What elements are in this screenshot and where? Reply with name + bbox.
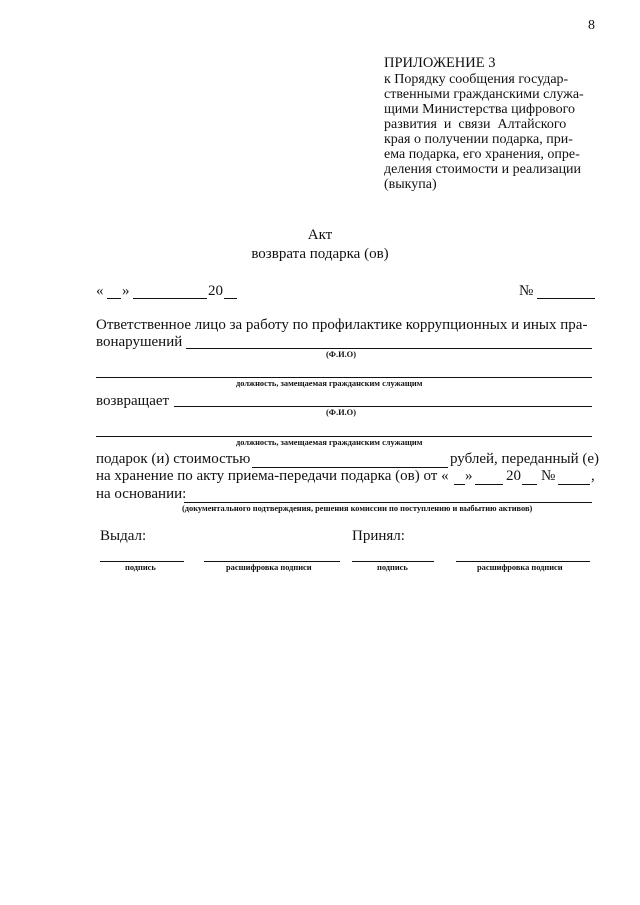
appendix-line: ственными гражданскими служа-: [384, 87, 584, 102]
date-quote-close: »: [122, 283, 130, 299]
gift-basis-caption: (документального подтверждения, решения комиссии по поступлению и выбытию активов): [182, 504, 533, 513]
appendix-line: к Порядку сообщения государ-: [384, 72, 569, 87]
act-number-sign: №: [519, 283, 534, 299]
received-label: Принял:: [352, 528, 405, 544]
date-quote-open: «: [96, 283, 104, 299]
appendix-line: (выкупа): [384, 177, 437, 192]
gift-act-number-field[interactable]: [558, 484, 590, 485]
received-signature-caption: подпись: [377, 563, 408, 572]
issued-decode-caption: расшифровка подписи: [226, 563, 312, 572]
returns-position-caption: должность, замещаемая гражданским служащим: [236, 438, 423, 447]
gift-line3-prefix: на основании:: [96, 486, 187, 502]
date-month-field[interactable]: [133, 298, 207, 299]
appendix-line: щими Министерства цифрового: [384, 102, 576, 117]
gift-line1-prefix: подарок (и) стоимостью: [96, 451, 251, 467]
date-year-prefix: 20: [208, 283, 223, 299]
appendix-title: ПРИЛОЖЕНИЕ 3: [384, 55, 496, 71]
returns-position-field[interactable]: [96, 436, 592, 437]
appendix-line: деления стоимости и реализации: [384, 162, 582, 177]
date-day-field[interactable]: [107, 298, 121, 299]
gift-line2-number: №: [541, 468, 556, 484]
gift-act-day-field[interactable]: [454, 484, 465, 485]
received-signature-field[interactable]: [352, 561, 434, 562]
gift-act-month-field[interactable]: [475, 484, 503, 485]
returns-fio-caption: (Ф.И.О): [326, 408, 356, 417]
gift-line2-comma: ,: [591, 468, 595, 484]
returns-fio-field[interactable]: [174, 406, 592, 407]
issued-decode-field[interactable]: [204, 561, 340, 562]
issued-label: Выдал:: [100, 528, 147, 544]
issued-signature-caption: подпись: [125, 563, 156, 572]
gift-line1-suffix: рублей, переданный (е): [450, 451, 600, 467]
doc-subtitle: возврата подарка (ов): [251, 246, 389, 262]
responsible-fio-field[interactable]: [186, 348, 592, 349]
gift-line2-prefix: на хранение по акту приема-передачи подарка (ов) от «: [96, 468, 449, 484]
responsible-position-field[interactable]: [96, 377, 592, 378]
doc-title: Акт: [307, 227, 333, 243]
responsible-position-caption: должность, замещаемая гражданским служащим: [236, 379, 423, 388]
issued-signature-field[interactable]: [100, 561, 184, 562]
gift-line2-quote-close: »: [465, 468, 473, 484]
appendix-line: края о получении подарка, при-: [384, 132, 573, 147]
responsible-line2: вонарушений: [96, 334, 183, 350]
gift-line2-year: 20: [506, 468, 521, 484]
appendix-block: [384, 56, 598, 192]
responsible-line1: Ответственное лицо за работу по профилактике коррупционных и иных пра-: [96, 317, 588, 333]
responsible-fio-caption: (Ф.И.О): [326, 350, 356, 359]
received-decode-field[interactable]: [456, 561, 590, 562]
appendix-line: ема подарка, его хранения, опре-: [384, 147, 580, 162]
page-number: 8: [588, 18, 595, 33]
date-year-field[interactable]: [224, 298, 237, 299]
received-decode-caption: расшифровка подписи: [477, 563, 563, 572]
appendix-line: развития и связи Алтайского: [384, 117, 567, 132]
returns-label: возвращает: [96, 393, 170, 409]
gift-basis-field[interactable]: [184, 502, 592, 503]
act-number-field[interactable]: [537, 298, 595, 299]
gift-act-year-field[interactable]: [522, 484, 537, 485]
